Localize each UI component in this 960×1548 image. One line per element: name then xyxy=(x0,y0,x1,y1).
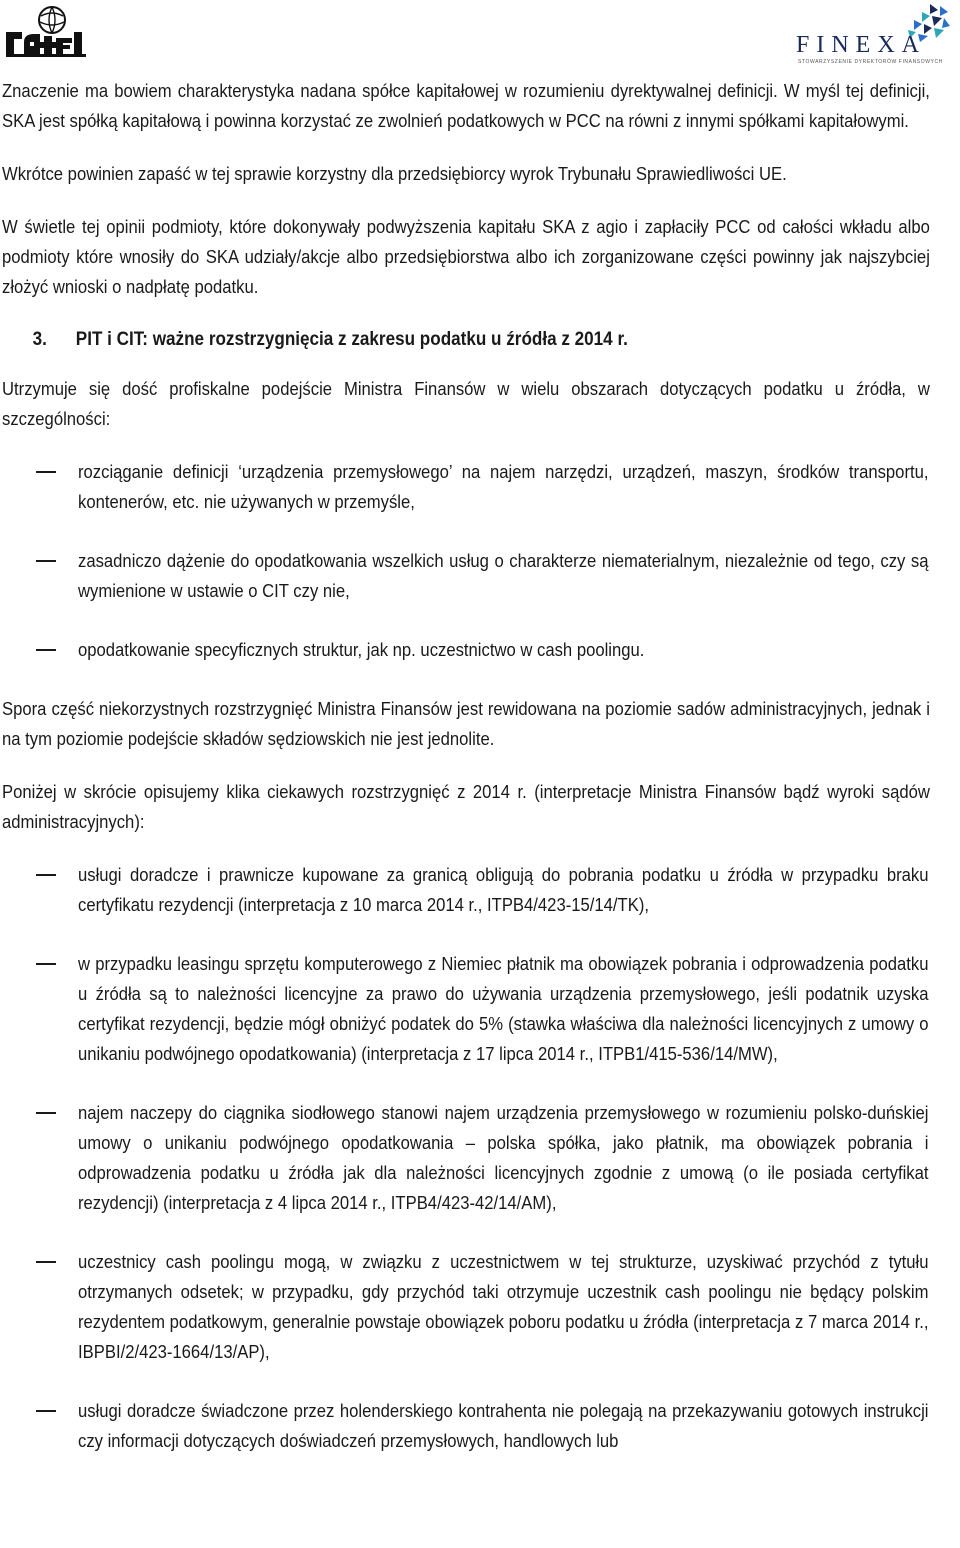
dash-bullet-icon xyxy=(36,963,56,965)
list-item-text: usługi doradcze świadczone przez holenderskiego kontrahenta nie polegają na przekazywaniu gotowych instrukcji czy informacji dotyczących doświadczeń przemysłowych, handlowych lub xyxy=(78,1400,929,1451)
list-item xyxy=(2,635,930,665)
finexa-logo xyxy=(796,2,956,66)
list-item xyxy=(2,1247,930,1367)
dash-bullet-icon xyxy=(36,874,56,876)
list-item-text: w przypadku leasingu sprzętu komputerowego z Niemiec płatnik ma obowiązek pobrania i odprowadzenia podatku u źródła są to należności licencyjne za prawo do używania urządzenia przemysłowego, jeśli podatnik uzyska certyfikat rezydencji, będzie mógł obniżyć podatek do 5% (stawka właściwa dla należności licencyjnych z umowy o unikaniu podwójnego opodatkowania) (interpretacja z 17 lipca 2014 r., ITPB1/415-536/14/MW), xyxy=(78,953,929,1064)
list-item xyxy=(2,1396,930,1456)
finexa-wordmark: FINEXA xyxy=(796,32,926,58)
section-intro: Utrzymuje się dość profiskalne podejście Ministra Finansów w wielu obszarach dotyczących podatku u źródła, w szczególności: xyxy=(2,378,930,429)
list-item xyxy=(2,1098,930,1218)
paragraph: Znaczenie ma bowiem charakterystyka nadana spółce kapitałowej w rozumieniu dyrektywalnej definicji. W myśl tej definicji, SKA jest spółką kapitałową i powinna korzystać ze zwolnień podatkowych w PCC na równi z innymi spółkami kapitałowymi. xyxy=(2,80,930,131)
list-item-text: rozciąganie definicji ‘urządzenia przemysłowego’ na najem narzędzi, urządzeń, maszyn, środków transportu, kontenerów, etc. nie używanych w przemyśle, xyxy=(78,461,929,512)
list-item-text: usługi doradcze i prawnicze kupowane za granicą obligują do pobrania podatku u źródła w przypadku braku certyfikatu rezydencji (interpretacja z 10 marca 2014 r., ITPB4/423-15/14/TK), xyxy=(78,864,929,915)
section-heading xyxy=(2,325,930,355)
page-header xyxy=(0,0,960,65)
paragraph: Poniżej w skrócie opisujemy klika ciekawych rozstrzygnięć z 2014 r. (interpretacje Ministra Finansów bądź wyroki sądów administracyjnych): xyxy=(2,781,930,832)
dash-bullet-icon xyxy=(36,560,56,562)
list-item-text: uczestnicy cash poolingu mogą, w związku z uczestnictwem w tej strukturze, uzyskiwać przychód z tytułu otrzymanych odsetek; w przypadku, gdy przychód taki otrzymuje uczestnik cash poolingu nie będący polskim rezydentem podatkowym, generalnie powstaje obowiązek poboru podatku u źródła (interpretacja z 7 marca 2014 r., IBPBI/2/423-1664/13/AP), xyxy=(78,1251,929,1362)
dash-bullet-icon xyxy=(36,1112,56,1114)
section-title: PIT i CIT: ważne rozstrzygnięcia z zakresu podatku u źródła z 2014 r. xyxy=(75,329,628,350)
dash-bullet-icon xyxy=(36,1410,56,1412)
finexa-subtitle: STOWARZYSZENIE DYREKTORÓW FINANSOWYCH xyxy=(798,59,943,65)
dash-bullet-icon xyxy=(36,649,56,651)
list-item-text: opodatkowanie specyficznych struktur, jak np. uczestnictwo w cash poolingu. xyxy=(78,639,645,660)
list-item-text: zasadniczo dążenie do opodatkowania wszelkich usług o charakterze niematerialnym, niezależnie od tego, czy są wymienione w ustawie o CIT czy nie, xyxy=(78,550,929,601)
document-body xyxy=(2,76,930,1485)
bullet-list xyxy=(2,860,930,1456)
list-item xyxy=(2,860,930,920)
list-item-text: najem naczepy do ciągnika siodłowego stanowi najem urządzenia przemysłowego w rozumieniu polsko-duńskiej umowy o unikaniu podwójnego opodatkowania – polska spółka, jako płatnik, ma obowiązek pobrania i odprowadzenia podatku u źródła jak dla należności licencyjnych zgodnie z umową (o ile posiada certyfikat rezydencji) (interpretacja z 4 lipca 2014 r., ITPB4/423-42/14/AM), xyxy=(78,1102,929,1213)
rafei-logo xyxy=(2,2,92,62)
list-item xyxy=(2,546,930,606)
list-item xyxy=(2,457,930,517)
bullet-list xyxy=(2,457,930,665)
paragraph: Wkrótce powinien zapaść w tej sprawie korzystny dla przedsiębiorcy wyrok Trybunału Sprawiedliwości UE. xyxy=(2,163,787,184)
paragraph: W świetle tej opinii podmioty, które dokonywały podwyższenia kapitału SKA z agio i zapłaciły PCC od całości wkładu albo podmioty które wnosiły do SKA udziały/akcje albo przedsiębiorstwa albo ich zorganizowane części powinny jak najszybciej złożyć wnioski o nadpłatę podatku. xyxy=(2,216,930,297)
dash-bullet-icon xyxy=(36,1261,56,1263)
dash-bullet-icon xyxy=(36,471,56,473)
section-number: 3. xyxy=(32,329,47,350)
list-item xyxy=(2,949,930,1069)
rafei-logo-icon xyxy=(2,2,92,62)
paragraph: Spora część niekorzystnych rozstrzygnięć Ministra Finansów jest rewidowana na poziomie sadów administracyjnych, jednak i na tym poziomie podejście składów sędziowskich nie jest jednolite. xyxy=(2,698,930,749)
